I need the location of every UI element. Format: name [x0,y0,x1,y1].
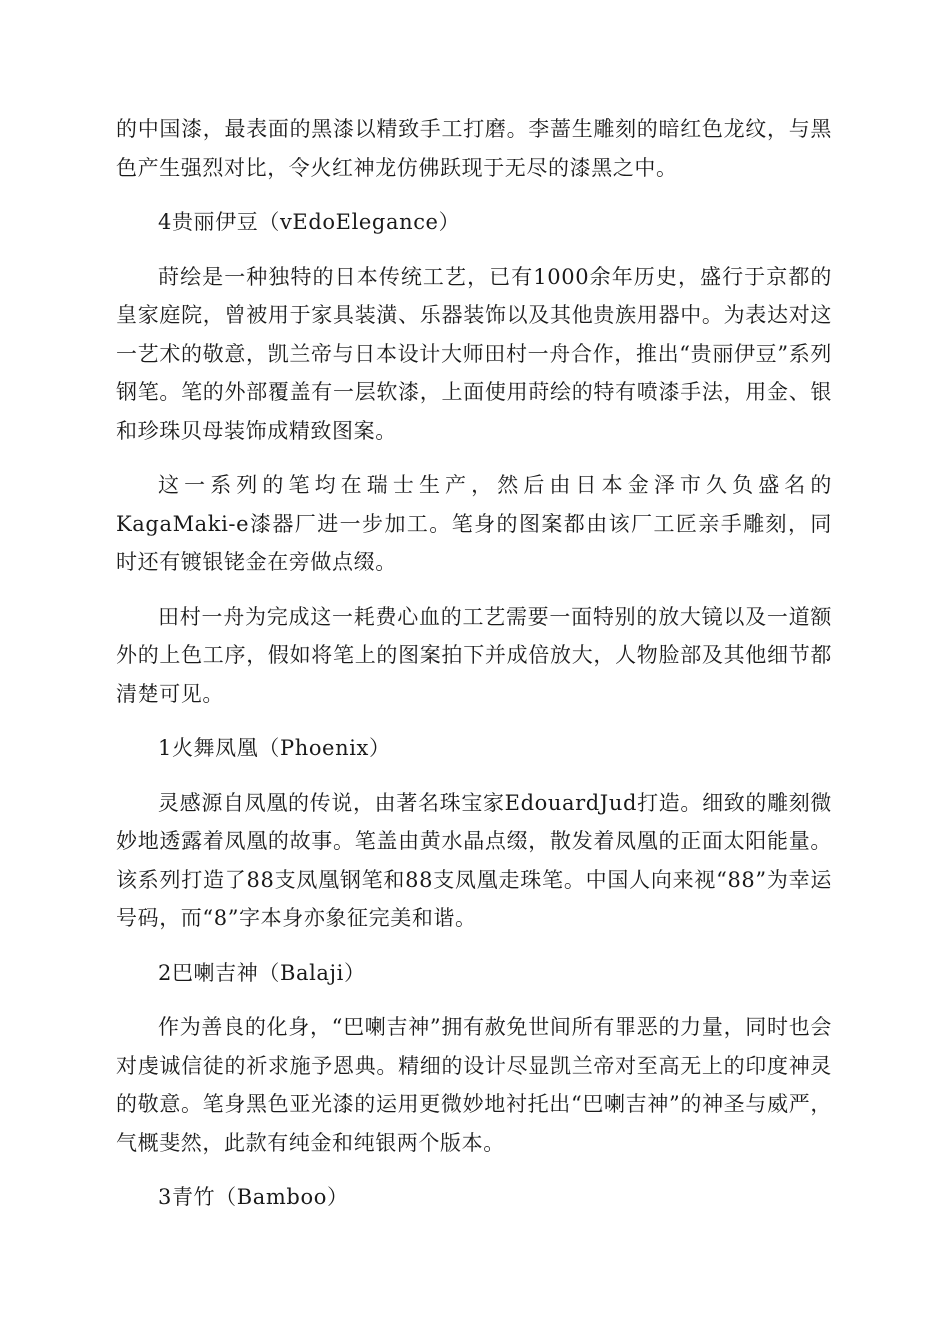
document-body [116,110,832,1233]
heading-phoenix: 1火舞凤凰（Phoenix） [158,736,391,760]
paragraph-dragon-ending: 的中国漆，最表面的黑漆以精致手工打磨。李蔷生雕刻的暗红色龙纹，与黑色产生强烈对比，令火红神龙仿佛跃现于无尽的漆黑之中。 [116,117,832,180]
paragraph-balaji-description: 作为善良的化身，“巴喇吉神”拥有赦免世间所有罪恶的力量，同时也会对虔诚信徒的祈求施予恩典。精细的设计尽显凯兰帝对至高无上的印度神灵的敬意。笔身黑色亚光漆的运用更微妙地衬托出“巴喇吉神”的神圣与威严，气概斐然，此款有纯金和纯银两个版本。 [116,1015,832,1155]
heading-bamboo: 3青竹（Bamboo） [158,1185,349,1209]
paragraph-maki-e-intro: 莳绘是一种独特的日本传统工艺，已有1000余年历史，盛行于京都的皇家庭院，曾被用于家具装潢、乐器装饰以及其他贵族用器中。为表达对这一艺术的敬意，凯兰帝与日本设计大师田村一舟合作，推出“贵丽伊豆”系列钢笔。笔的外部覆盖有一层软漆，上面使用莳绘的特有喷漆手法，用金、银和珍珠贝母装饰成精致图案。 [116,264,832,443]
paragraph-phoenix-description: 灵感源自凤凰的传说，由著名珠宝家EdouardJud打造。细致的雕刻微妙地透露着凤凰的故事。笔盖由黄水晶点缀，散发着凤凰的正面太阳能量。该系列打造了88支凤凰钢笔和88支凤凰走珠笔。中国人向来视“88”为幸运号码，而“8”字本身亦象征完美和谐。 [116,790,832,930]
heading-edo-elegance: 4贵丽伊豆（vEdoElegance） [158,210,461,234]
heading-balaji: 2巴喇吉神（Balaji） [158,960,366,985]
paragraph-swiss-production: 这一系列的笔均在瑞士生产，然后由日本金泽市久负盛名的KagaMaki-e漆器厂进一步加工。笔身的图案都由该厂工匠亲手雕刻，同时还有镀银铑金在旁做点缀。 [116,473,832,574]
paragraph-magnifier-process: 田村一舟为完成这一耗费心血的工艺需要一面特别的放大镜以及一道额外的上色工序，假如将笔上的图案拍下并成倍放大，人物脸部及其他细节都清楚可见。 [116,604,832,706]
